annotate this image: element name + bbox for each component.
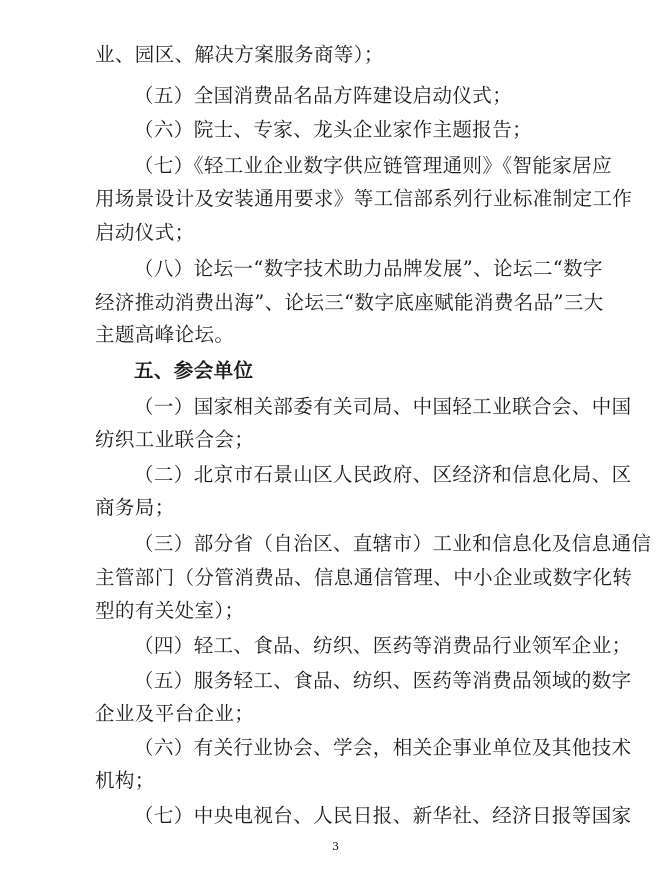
list-item-8-line-3: 主题高峰论坛。 xyxy=(95,323,235,346)
unit-item-7-line-1: （七）中央电视台、人民日报、新华社、经济日报等国家 xyxy=(134,804,632,827)
unit-item-2-line-1: （二）北京市石景山区人民政府、区经济和信息化局、区 xyxy=(134,463,632,486)
unit-item-4-line-1: （四）轻工、食品、纺织、医药等消费品行业领军企业； xyxy=(134,634,632,657)
unit-item-6-line-2: 机构； xyxy=(95,769,155,792)
unit-item-6-line-1: （六）有关行业协会、学会，相关企事业单位及其他技术 xyxy=(134,736,632,759)
unit-item-5-line-1: （五）服务轻工、食品、纺织、医药等消费品领域的数字 xyxy=(134,669,632,692)
unit-item-3-line-2: 主管部门（分管消费品、信息通信管理、中小企业或数字化转 xyxy=(95,566,633,589)
unit-item-2-line-2: 商务局； xyxy=(95,496,175,519)
list-item-6-line-1: （六）院士、专家、龙头企业家作主题报告； xyxy=(134,118,533,141)
list-item-8-line-1: （八）论坛一“数字技术助力品牌发展”、论坛二“数字 xyxy=(134,257,603,280)
unit-item-1-line-1: （一）国家相关部委有关司局、中国轻工业联合会、中国 xyxy=(134,395,632,418)
page-number: 3 xyxy=(332,840,339,853)
list-item-7-line-1: （七）《轻工业企业数字供应链管理通则》《智能家居应 xyxy=(134,154,613,177)
unit-item-1-line-2: 纺织工业联合会； xyxy=(95,428,255,451)
section-heading: 五、参会单位 xyxy=(134,359,254,382)
list-item-7-line-3: 启动仪式； xyxy=(95,221,195,244)
unit-item-3-line-3: 型的有关处室）； xyxy=(95,599,245,622)
unit-item-5-line-2: 企业及平台企业； xyxy=(95,702,255,725)
list-item-7-line-2: 用场景设计及安装通用要求》等工信部系列行业标准制定工作 xyxy=(95,187,633,210)
list-item-5-line-1: （五）全国消费品名品方阵建设启动仪式； xyxy=(134,84,513,107)
paragraph-continuation: 业、园区、解决方案服务商等）； xyxy=(95,43,384,66)
list-item-8-line-2: 经济推动消费出海”、论坛三“数字底座赋能消费名品”三大 xyxy=(95,291,604,314)
unit-item-3-line-1: （三）部分省（自治区、直辖市）工业和信息化及信息通信 xyxy=(134,532,652,555)
